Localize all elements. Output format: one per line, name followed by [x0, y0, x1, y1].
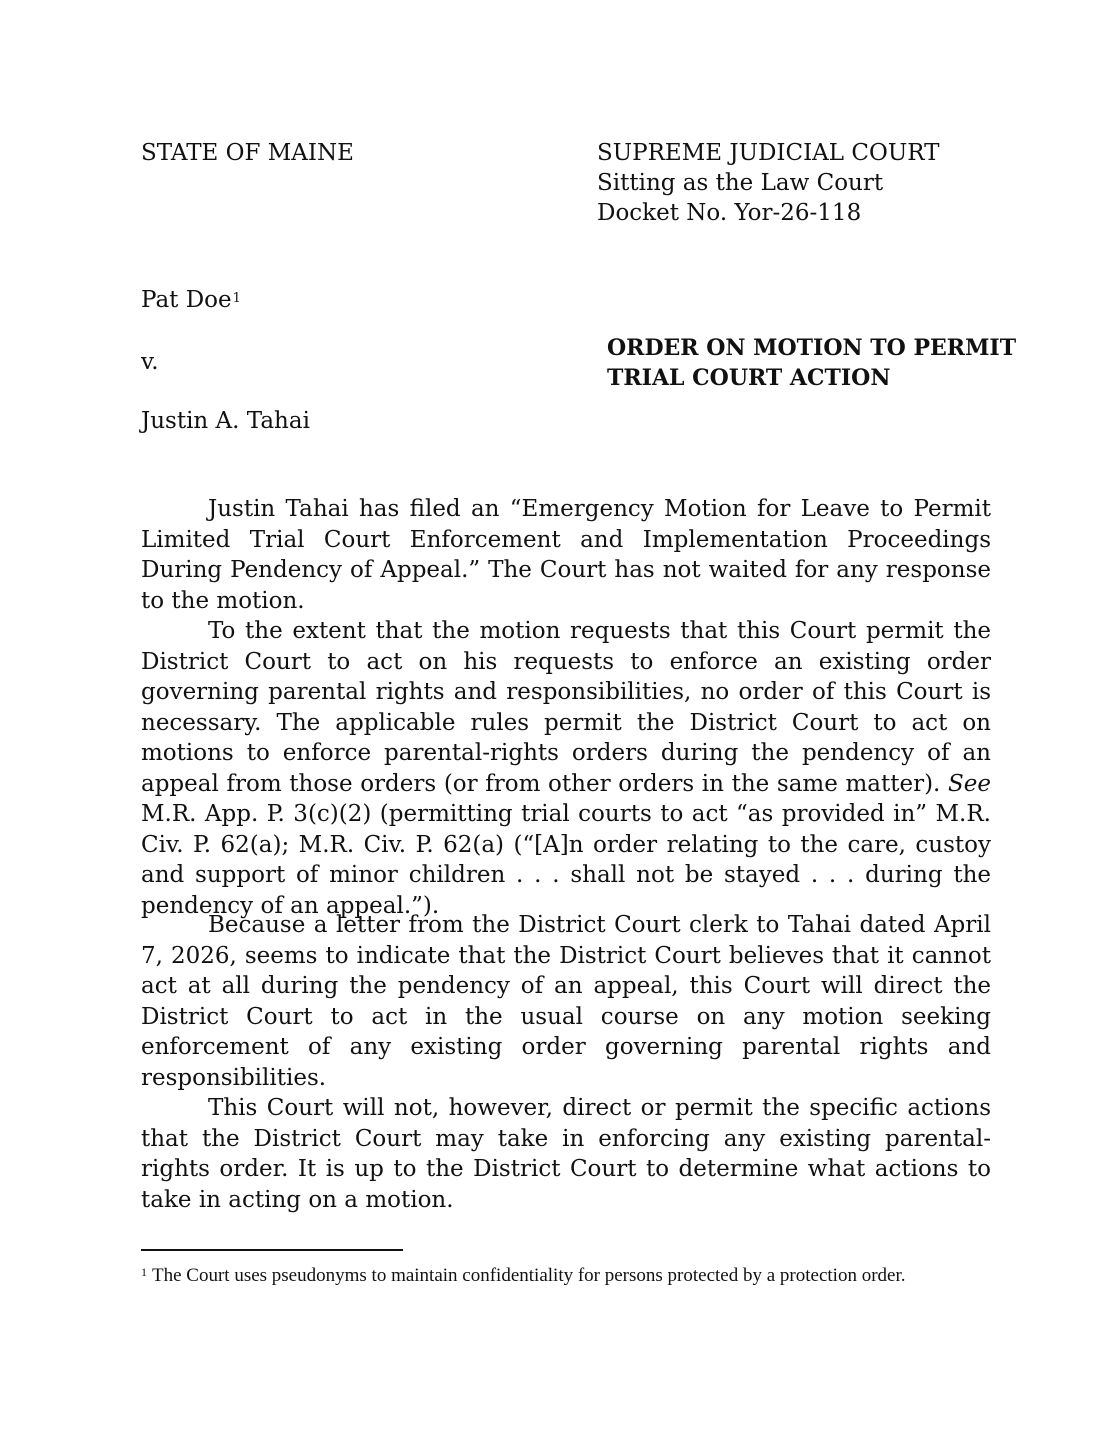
- court-sitting: Sitting as the Law Court: [597, 170, 884, 196]
- order-title-line-2: TRIAL COURT ACTION: [607, 365, 891, 391]
- order-title-line-1: ORDER ON MOTION TO PERMIT: [607, 335, 1017, 361]
- court-name: SUPREME JUDICIAL COURT: [597, 140, 940, 166]
- paragraph-direct-district-court: Because a letter from the District Court clerk to Tahai dated April 7, 2026, seems to indicate that the District Court believes that it cannot act at all during the pendency of an appeal, this Court will direct the District Court to act in the usual course on any motion seeking enforcement of any existing order governing parental rights and responsibilities.: [141, 912, 991, 1091]
- footnote-reference: 1: [232, 291, 241, 306]
- footnote: [141, 1262, 991, 1289]
- paragraph-rules-citation: M.R. App. P. 3(c)(2) (permitting trial courts to act “as provided in” M.R. Civ. P. 62(a); M.R. Civ. P. 62(a) (“[A]n order relating to the care, custoy and support of minor children . . . shall not be stayed . . . during the pendency of an appeal.”).: [141, 801, 991, 919]
- paragraph-not-direct-actions: This Court will not, however, direct or permit the specific actions that the District Court may take in enforcing any existing parental-rights order. It is up to the District Court to determine what actions to take in acting on a motion.: [141, 1095, 991, 1213]
- footnote-separator: [141, 1249, 403, 1251]
- paragraph-motion-filed: Justin Tahai has filed an “Emergency Motion for Leave to Permit Limited Trial Court Enforcement and Implementation Proceedings During Pendency of Appeal.” The Court has not waited for any response to the motion.: [141, 496, 991, 614]
- plaintiff-name-text: Pat Doe: [141, 287, 232, 313]
- defendant-name: Justin A. Tahai: [141, 408, 310, 434]
- citation-signal-see: See: [948, 770, 991, 797]
- state-name: STATE OF MAINE: [141, 140, 354, 166]
- footnote-text: The Court uses pseudonyms to maintain confidentiality for persons protected by a protection order.: [152, 1265, 906, 1286]
- docket-number: Docket No. Yor-26-118: [597, 200, 862, 226]
- paragraph-rules-permit-text: To the extent that the motion requests that this Court permit the District Court to act on his requests to enforce an existing order governing parental rights and responsibilities, no order of this Court is necessary. The applicable rules permit the District Court to act on motions to enforce parental-rights orders during the pendency of an appeal from those orders (or from other orders in the same matter).: [141, 618, 991, 797]
- footnote-marker: 1: [141, 1265, 147, 1279]
- paragraph-rules-permit: [141, 616, 991, 921]
- versus-label: v.: [141, 349, 159, 375]
- plaintiff-name: [141, 285, 241, 316]
